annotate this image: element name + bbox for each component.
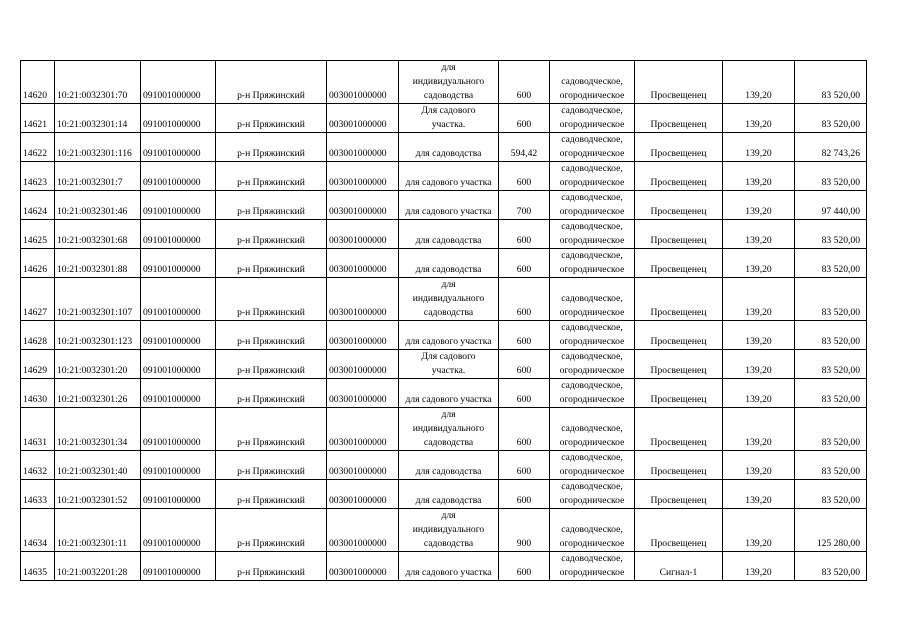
cell-association-name: Просвещенец: [635, 249, 723, 278]
cell-cadastral-number: 10:21:0032301:40: [55, 451, 141, 480]
cell-cadastral-number: 10:21:0032301:107: [55, 278, 141, 321]
cell-okato-code: 091001000000: [141, 552, 216, 581]
cell-sum: 83 520,00: [795, 451, 867, 480]
cell-cadastral-number: 10:21:0032301:26: [55, 379, 141, 408]
cell-row-number: 14625: [21, 220, 55, 249]
cell-code: 003001000000: [327, 379, 399, 408]
cell-area: 600: [499, 350, 550, 379]
cell-category: садоводческое, огородническое: [550, 350, 635, 379]
cell-sum: 83 520,00: [795, 480, 867, 509]
cell-area: 600: [499, 321, 550, 350]
cell-rate: 139,20: [723, 220, 795, 249]
cell-area: 900: [499, 509, 550, 552]
cell-area: 600: [499, 61, 550, 104]
cell-code: 003001000000: [327, 408, 399, 451]
cell-association-name: Просвещенец: [635, 220, 723, 249]
cell-permitted-use: для индивидуального садоводства: [399, 408, 499, 451]
cell-cadastral-number: 10:21:0032301:7: [55, 162, 141, 191]
cell-code: 003001000000: [327, 162, 399, 191]
cell-category: садоводческое, огородническое: [550, 408, 635, 451]
cell-district: р-н Пряжинский: [216, 509, 327, 552]
cell-district: р-н Пряжинский: [216, 451, 327, 480]
cell-cadastral-number: 10:21:0032301:46: [55, 191, 141, 220]
cell-sum: 83 520,00: [795, 321, 867, 350]
cell-rate: 139,20: [723, 552, 795, 581]
cell-rate: 139,20: [723, 480, 795, 509]
cell-row-number: 14633: [21, 480, 55, 509]
cell-sum: 83 520,00: [795, 552, 867, 581]
cell-area: 600: [499, 379, 550, 408]
table-row: [21, 379, 867, 408]
cell-district: р-н Пряжинский: [216, 104, 327, 133]
cell-rate: 139,20: [723, 249, 795, 278]
cell-area: 700: [499, 191, 550, 220]
cell-association-name: Просвещенец: [635, 350, 723, 379]
cell-association-name: Просвещенец: [635, 509, 723, 552]
table-row: [21, 162, 867, 191]
cell-okato-code: 091001000000: [141, 350, 216, 379]
cell-row-number: 14634: [21, 509, 55, 552]
cell-okato-code: 091001000000: [141, 480, 216, 509]
cell-association-name: Просвещенец: [635, 321, 723, 350]
cell-area: 600: [499, 480, 550, 509]
cell-rate: 139,20: [723, 61, 795, 104]
table-row: [21, 321, 867, 350]
cell-cadastral-number: 10:21:0032301:20: [55, 350, 141, 379]
table-row: [21, 451, 867, 480]
cell-okato-code: 091001000000: [141, 249, 216, 278]
cell-okato-code: 091001000000: [141, 451, 216, 480]
cell-district: р-н Пряжинский: [216, 133, 327, 162]
cell-category: садоводческое, огородническое: [550, 191, 635, 220]
cell-district: р-н Пряжинский: [216, 480, 327, 509]
cell-area: 600: [499, 162, 550, 191]
cell-cadastral-number: 10:21:0032301:123: [55, 321, 141, 350]
cell-category: садоводческое, огородническое: [550, 162, 635, 191]
cell-area: 594,42: [499, 133, 550, 162]
cell-rate: 139,20: [723, 278, 795, 321]
cell-okato-code: 091001000000: [141, 133, 216, 162]
cell-sum: 82 743,26: [795, 133, 867, 162]
cell-association-name: Просвещенец: [635, 480, 723, 509]
cell-rate: 139,20: [723, 321, 795, 350]
cell-rate: 139,20: [723, 133, 795, 162]
cell-permitted-use: для садоводства: [399, 220, 499, 249]
cell-code: 003001000000: [327, 480, 399, 509]
cell-sum: 83 520,00: [795, 220, 867, 249]
cell-row-number: 14630: [21, 379, 55, 408]
cell-okato-code: 091001000000: [141, 278, 216, 321]
table-row: [21, 249, 867, 278]
cell-okato-code: 091001000000: [141, 162, 216, 191]
cell-okato-code: 091001000000: [141, 379, 216, 408]
table-body: [21, 61, 867, 581]
cell-code: 003001000000: [327, 350, 399, 379]
cell-category: садоводческое, огородническое: [550, 220, 635, 249]
cell-association-name: Сигнал-1: [635, 552, 723, 581]
table-row: [21, 61, 867, 104]
table-row: [21, 408, 867, 451]
cell-permitted-use: для садового участка: [399, 552, 499, 581]
cell-row-number: 14620: [21, 61, 55, 104]
cell-cadastral-number: 10:21:0032301:88: [55, 249, 141, 278]
cell-rate: 139,20: [723, 350, 795, 379]
cell-district: р-н Пряжинский: [216, 379, 327, 408]
table-row: [21, 480, 867, 509]
cell-association-name: Просвещенец: [635, 162, 723, 191]
table-row: [21, 191, 867, 220]
cell-okato-code: 091001000000: [141, 321, 216, 350]
table-row: [21, 552, 867, 581]
cell-row-number: 14626: [21, 249, 55, 278]
cell-association-name: Просвещенец: [635, 61, 723, 104]
cell-row-number: 14621: [21, 104, 55, 133]
cell-category: садоводческое, огородническое: [550, 480, 635, 509]
cell-category: садоводческое, огородническое: [550, 61, 635, 104]
cell-cadastral-number: 10:21:0032201:28: [55, 552, 141, 581]
cell-category: садоводческое, огородническое: [550, 278, 635, 321]
cell-permitted-use: для индивидуального садоводства: [399, 278, 499, 321]
cell-category: садоводческое, огородническое: [550, 133, 635, 162]
cell-district: р-н Пряжинский: [216, 162, 327, 191]
cell-association-name: Просвещенец: [635, 191, 723, 220]
cell-permitted-use: для садового участка: [399, 191, 499, 220]
cell-area: 600: [499, 249, 550, 278]
cell-rate: 139,20: [723, 162, 795, 191]
cell-row-number: 14624: [21, 191, 55, 220]
cell-category: садоводческое, огородническое: [550, 509, 635, 552]
cell-association-name: Просвещенец: [635, 408, 723, 451]
cell-permitted-use: для садоводства: [399, 451, 499, 480]
cell-district: р-н Пряжинский: [216, 408, 327, 451]
cell-sum: 83 520,00: [795, 104, 867, 133]
cell-rate: 139,20: [723, 451, 795, 480]
cell-code: 003001000000: [327, 133, 399, 162]
table-row: [21, 350, 867, 379]
cell-okato-code: 091001000000: [141, 191, 216, 220]
cell-permitted-use: для садового участка: [399, 162, 499, 191]
cell-area: 600: [499, 220, 550, 249]
cell-permitted-use: для садоводства: [399, 133, 499, 162]
cell-rate: 139,20: [723, 379, 795, 408]
cell-sum: 83 520,00: [795, 162, 867, 191]
cell-cadastral-number: 10:21:0032301:11: [55, 509, 141, 552]
cell-sum: 125 280,00: [795, 509, 867, 552]
cell-district: р-н Пряжинский: [216, 278, 327, 321]
cell-row-number: 14635: [21, 552, 55, 581]
cell-code: 003001000000: [327, 451, 399, 480]
cell-sum: 83 520,00: [795, 350, 867, 379]
cell-association-name: Просвещенец: [635, 379, 723, 408]
cell-area: 600: [499, 104, 550, 133]
cell-row-number: 14628: [21, 321, 55, 350]
cell-permitted-use: для индивидуального садоводства: [399, 509, 499, 552]
cell-district: р-н Пряжинский: [216, 61, 327, 104]
cell-rate: 139,20: [723, 104, 795, 133]
cell-cadastral-number: 10:21:0032301:68: [55, 220, 141, 249]
cell-permitted-use: для садового участка: [399, 379, 499, 408]
cell-okato-code: 091001000000: [141, 220, 216, 249]
cell-code: 003001000000: [327, 61, 399, 104]
cell-okato-code: 091001000000: [141, 509, 216, 552]
table-row: [21, 509, 867, 552]
cell-association-name: Просвещенец: [635, 133, 723, 162]
cell-cadastral-number: 10:21:0032301:34: [55, 408, 141, 451]
cell-cadastral-number: 10:21:0032301:116: [55, 133, 141, 162]
cell-cadastral-number: 10:21:0032301:14: [55, 104, 141, 133]
cell-permitted-use: Для садового участка.: [399, 350, 499, 379]
cell-district: р-н Пряжинский: [216, 191, 327, 220]
cell-cadastral-number: 10:21:0032301:52: [55, 480, 141, 509]
table-row: [21, 278, 867, 321]
cell-sum: 83 520,00: [795, 61, 867, 104]
cell-category: садоводческое, огородническое: [550, 249, 635, 278]
cell-permitted-use: для садоводства: [399, 249, 499, 278]
cell-permitted-use: Для садового участка.: [399, 104, 499, 133]
cell-area: 600: [499, 278, 550, 321]
cell-sum: 83 520,00: [795, 408, 867, 451]
land-records-table: [20, 60, 867, 581]
cell-row-number: 14632: [21, 451, 55, 480]
cell-category: садоводческое, огородническое: [550, 104, 635, 133]
cell-sum: 83 520,00: [795, 249, 867, 278]
cell-district: р-н Пряжинский: [216, 552, 327, 581]
cell-permitted-use: для садового участка: [399, 321, 499, 350]
cell-rate: 139,20: [723, 509, 795, 552]
cell-row-number: 14623: [21, 162, 55, 191]
cell-sum: 83 520,00: [795, 278, 867, 321]
cell-district: р-н Пряжинский: [216, 249, 327, 278]
cell-sum: 97 440,00: [795, 191, 867, 220]
table-row: [21, 104, 867, 133]
cell-sum: 83 520,00: [795, 379, 867, 408]
cell-row-number: 14631: [21, 408, 55, 451]
cell-area: 600: [499, 552, 550, 581]
cell-association-name: Просвещенец: [635, 278, 723, 321]
cell-code: 003001000000: [327, 249, 399, 278]
cell-permitted-use: для индивидуального садоводства: [399, 61, 499, 104]
cell-association-name: Просвещенец: [635, 104, 723, 133]
table-row: [21, 220, 867, 249]
cell-okato-code: 091001000000: [141, 104, 216, 133]
cell-okato-code: 091001000000: [141, 61, 216, 104]
cell-rate: 139,20: [723, 191, 795, 220]
cell-code: 003001000000: [327, 509, 399, 552]
cell-code: 003001000000: [327, 321, 399, 350]
cell-code: 003001000000: [327, 552, 399, 581]
cell-area: 600: [499, 408, 550, 451]
cell-cadastral-number: 10:21:0032301:70: [55, 61, 141, 104]
cell-code: 003001000000: [327, 191, 399, 220]
cell-category: садоводческое, огородническое: [550, 451, 635, 480]
cell-category: садоводческое, огородническое: [550, 321, 635, 350]
cell-district: р-н Пряжинский: [216, 350, 327, 379]
cell-row-number: 14629: [21, 350, 55, 379]
cell-rate: 139,20: [723, 408, 795, 451]
table-row: [21, 133, 867, 162]
cell-district: р-н Пряжинский: [216, 321, 327, 350]
cell-code: 003001000000: [327, 278, 399, 321]
cell-okato-code: 091001000000: [141, 408, 216, 451]
cell-category: садоводческое, огородническое: [550, 379, 635, 408]
cell-row-number: 14622: [21, 133, 55, 162]
cell-district: р-н Пряжинский: [216, 220, 327, 249]
cell-category: садоводческое, огородническое: [550, 552, 635, 581]
cell-code: 003001000000: [327, 220, 399, 249]
cell-permitted-use: для садоводства: [399, 480, 499, 509]
cell-row-number: 14627: [21, 278, 55, 321]
cell-association-name: Просвещенец: [635, 451, 723, 480]
cell-code: 003001000000: [327, 104, 399, 133]
cell-area: 600: [499, 451, 550, 480]
